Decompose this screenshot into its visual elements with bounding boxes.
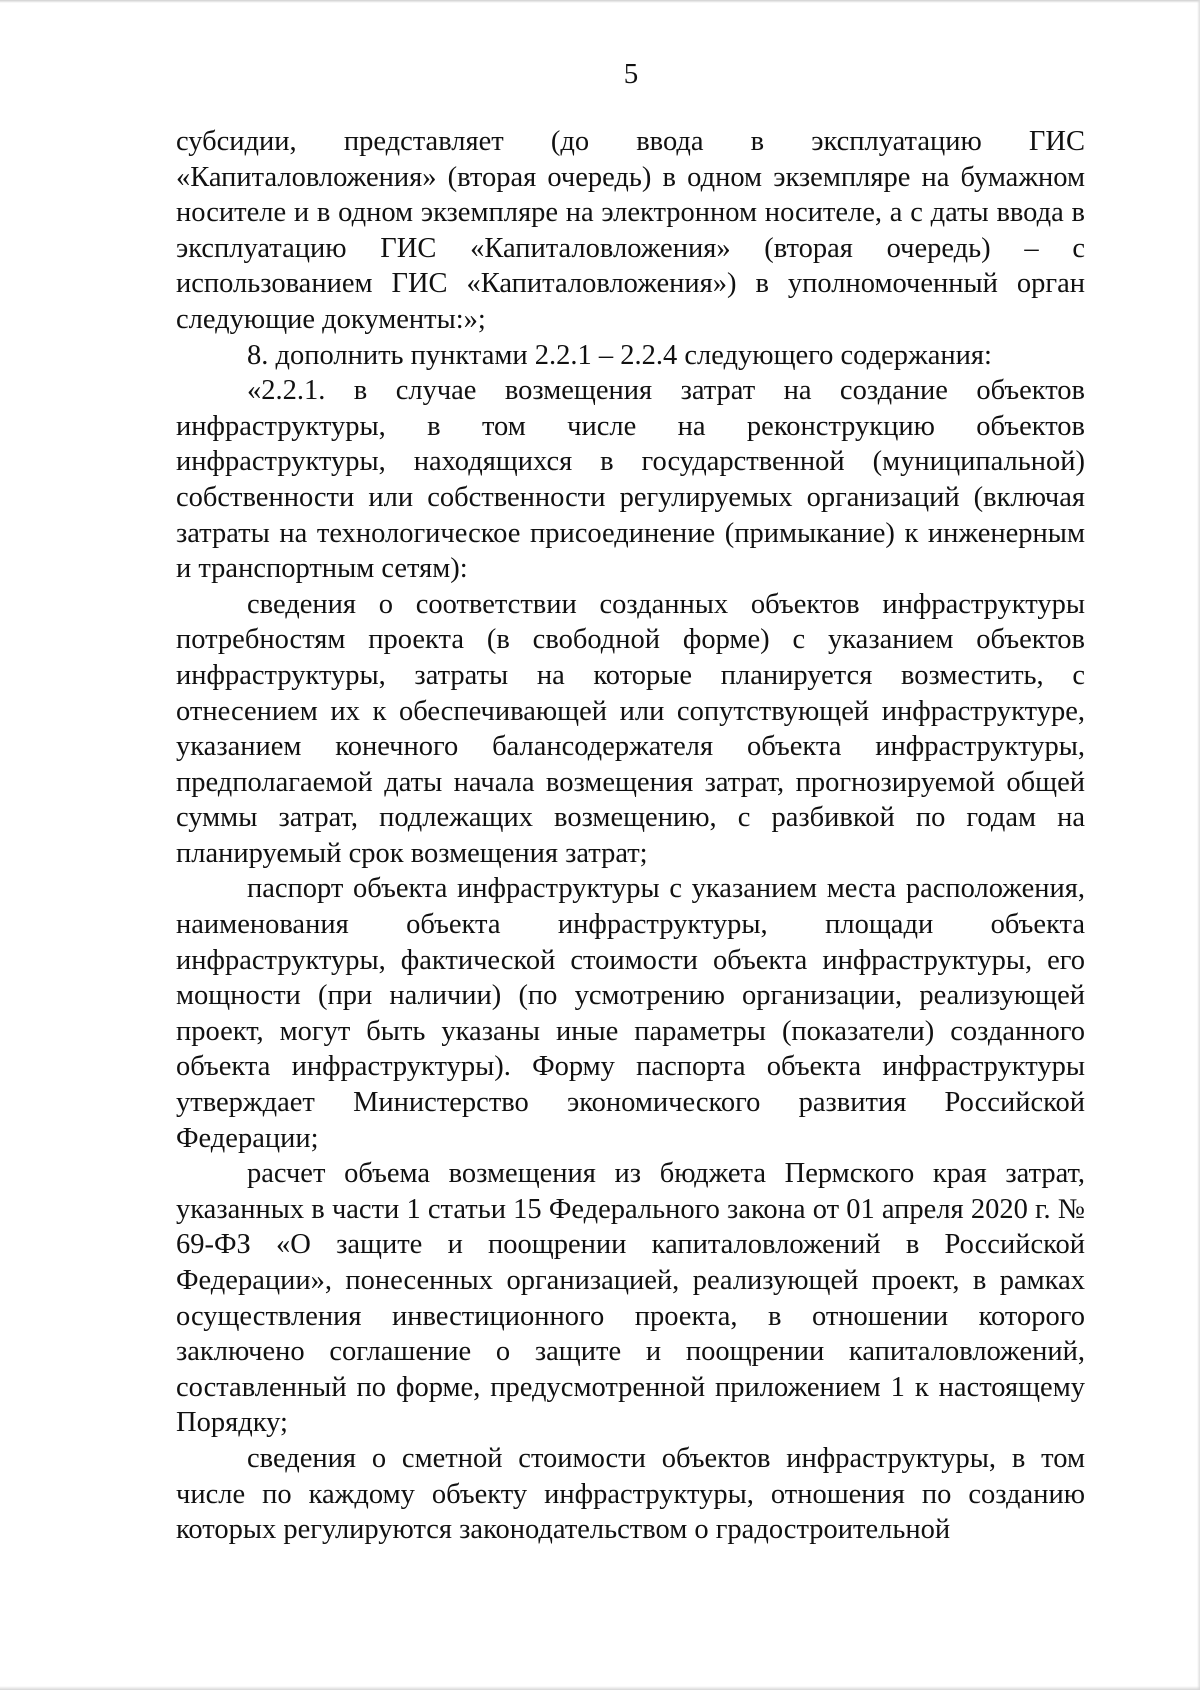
scan-bottom-edge [0,1686,1200,1690]
scan-top-edge [0,0,1200,3]
page-number: 5 [623,58,639,90]
paragraph-infrastructure-info: сведения о соответствии созданных объектов инфраструктуры потребностям проекта (в свободной форме) с указанием объектов инфраструктуры, затраты на которые планируется возместить, с отнесением их к обеспечивающей или сопутствующей инфраструктуре, указанием конечного балансодержателя объекта инфраструктуры, предполагаемой даты начала возмещения затрат, прогнозируемой общей суммы затрат, подлежащих возмещению, с разбивкой по годам на планируемый срок возмещения затрат; [176,588,1085,869]
document-body [176,124,1085,1548]
paragraph-infrastructure-passport: паспорт объекта инфраструктуры с указанием места расположения, наименования объекта инфраструктуры, площади объекта инфраструктуры, фактической стоимости объекта инфраструктуры, его мощности (при наличии) (по усмотрению организации, реализующей проект, могут быть указаны иные параметры (показатели) созданного объекта инфраструктуры). Форму паспорта объекта инфраструктуры утверждает Министерство экономического развития Российской Федерации; [176,873,1085,1154]
paragraph-reimbursement-calculation: расчет объема возмещения из бюджета Пермского края затрат, указанных в части 1 статьи 15 Федерального закона от 01 апреля 2020 г. № 69-ФЗ «О защите и поощрении капиталовложений в Российской Федерации», понесенных организацией, реализующей проект, в рамках осуществления инвестиционного проекта, в отношении которого заключено соглашение о защите и поощрении капиталовложений, составленный по форме, предусмотренной приложением 1 к настоящему Порядку; [176,1158,1085,1439]
paragraph-item-8: 8. дополнить пунктами 2.2.1 – 2.2.4 следующего содержания: [247,339,992,371]
paragraph-estimated-cost: сведения о сметной стоимости объектов инфраструктуры, в том числе по каждому объекту инфраструктуры, отношения по созданию которых регулируются законодательством о градостроительной [176,1442,1085,1546]
paragraph-continuation: субсидии, представляет (до ввода в эксплуатацию ГИС «Капиталовложения» (вторая очередь) в одном экземпляре на бумажном носителе и в одном экземпляре на электронном носителе, а с даты ввода в эксплуатацию ГИС «Капиталовложения» (вторая очередь) – с использованием ГИС «Капиталовложения») в уполномоченный орган следующие документы:»; [176,126,1085,335]
paragraph-2-2-1: «2.2.1. в случае возмещения затрат на создание объектов инфраструктуры, в том числе на реконструкцию объектов инфраструктуры, находящихся в государственной (муниципальной) собственности или собственности регулируемых организаций (включая затраты на технологическое присоединение (примыкание) к инженерным и транспортным сетям): [176,375,1085,585]
